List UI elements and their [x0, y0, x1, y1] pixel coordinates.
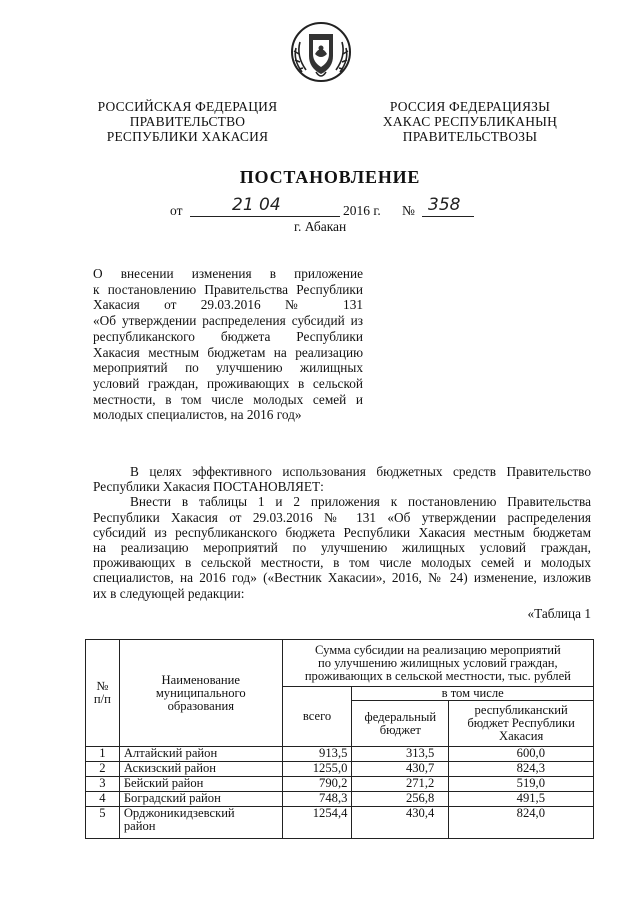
cell-total: 790,2 — [282, 777, 352, 792]
para2-line: на реализацию мероприятий по улучшению жилищных условий граждан, — [93, 540, 591, 556]
number-label: № — [402, 203, 415, 218]
cell-rep: 519,0 — [449, 777, 594, 792]
subject-line: местности, в том числе молодых семей и — [93, 391, 363, 407]
subject-line: молодых специалистов, на 2016 год» — [93, 407, 302, 423]
cell-name: Алтайский район — [119, 747, 282, 762]
cell-total: 748,3 — [282, 792, 352, 807]
city: г. Абакан — [294, 219, 347, 234]
header-right-line: ХАКАС РЕСПУБЛИКАНЫҢ — [382, 114, 558, 129]
subject-line: О внесении изменения в приложение — [93, 266, 363, 281]
header-right-line: РОССИЯ ФЕДЕРАЦИЯЗЫ — [389, 99, 551, 114]
date-number-line — [170, 195, 490, 220]
cell-name: Бейский район — [119, 777, 282, 792]
header-num-text: № п/п — [93, 679, 111, 706]
date-underline — [190, 216, 340, 217]
cell-num: 5 — [86, 807, 120, 839]
body-text — [93, 464, 591, 601]
cell-num: 2 — [86, 762, 120, 777]
cell-name: Аскизский район — [119, 762, 282, 777]
para1-line: В целях эффективного использования бюджетных средств Правительство — [130, 464, 591, 479]
header-total-text: всего — [302, 709, 332, 723]
cell-fed: 271,2 — [352, 777, 449, 792]
cell-fed: 256,8 — [352, 792, 449, 807]
header-left — [80, 99, 295, 144]
table-row — [86, 792, 594, 807]
header-sum-line: Сумма субсидии на реализацию мероприятий — [315, 643, 561, 657]
document-subject — [93, 266, 363, 423]
cell-total: 913,5 — [282, 747, 352, 762]
header-sum-line: проживающих в сельской местности, тыс. рублей — [304, 669, 571, 683]
cell-name: Боградский район — [119, 792, 282, 807]
header-incl: в том числе — [352, 687, 594, 701]
cell-rep: 600,0 — [449, 747, 594, 762]
table-row — [86, 762, 594, 777]
year-label: 2016 г. — [343, 203, 381, 218]
header-right — [355, 99, 585, 144]
document-title: ПОСТАНОВЛЕНИЕ — [239, 167, 421, 187]
subsidy-table — [85, 639, 594, 839]
cell-rep: 824,3 — [449, 762, 594, 777]
para1-line: Республики Хакасия ПОСТАНОВЛЯЕТ: — [93, 479, 324, 495]
cell-num: 1 — [86, 747, 120, 762]
para2-line: специалистов, на 2016 год» («Вестник Хакасии», 2016, № 24) изменение, изложив — [93, 570, 591, 586]
subject-line: условий граждан, проживающих в сельской — [93, 375, 363, 391]
table-row — [86, 777, 594, 792]
table-row — [86, 807, 594, 839]
header-name — [119, 640, 282, 747]
header-name-text: Наименование муниципального образования — [155, 672, 246, 713]
subject-line: Хакасия от 29.03.2016 № 131 — [93, 297, 363, 313]
number-underline — [422, 216, 474, 217]
subject-line: к постановлению Правительства Республики — [93, 281, 363, 297]
cell-fed: 430,7 — [352, 762, 449, 777]
header-rep-text: республиканский бюджет Республики Хакасия — [467, 703, 575, 743]
cell-total: 1255,0 — [282, 762, 352, 777]
cell-fed: 430,4 — [352, 807, 449, 839]
subject-line: республиканского бюджета Республики — [93, 328, 363, 344]
table-caption: «Таблица 1 — [527, 606, 591, 621]
subject-line: мероприятий по улучшению жилищных — [93, 360, 363, 376]
header-right-line: ПРАВИТЕЛЬСТВОЗЫ — [402, 129, 538, 144]
cell-num: 3 — [86, 777, 120, 792]
header-left-line: РЕСПУБЛИКИ ХАКАСИЯ — [106, 129, 269, 144]
para2-line: их в следующей редакции: — [93, 585, 245, 601]
para2-line: субсидий из республиканского бюджета Республики Хакасия местным бюджетам — [93, 524, 591, 540]
subject-line: Хакасия местным бюджетам на реализацию — [93, 344, 363, 360]
date-handwritten: 21 04 — [232, 195, 281, 215]
header-sum-line: по улучшению жилищных условий граждан, — [318, 656, 558, 670]
cell-rep: 824,0 — [449, 807, 594, 839]
number-handwritten: 358 — [428, 195, 461, 215]
header-rep — [449, 701, 594, 747]
table-row — [86, 747, 594, 762]
cell-rep: 491,5 — [449, 792, 594, 807]
header-sum — [282, 640, 593, 687]
header-num — [86, 640, 120, 747]
coat-of-arms-emblem — [290, 20, 352, 84]
header-total — [282, 687, 352, 747]
cell-num: 4 — [86, 792, 120, 807]
para2-line: проживающих в сельской местности, в том числе молодых семей и молодых — [93, 555, 591, 571]
cell-total: 1254,4 — [282, 807, 352, 839]
header-fed — [352, 701, 449, 747]
header-left-line: ПРАВИТЕЛЬСТВО — [129, 114, 246, 129]
para2-line: Республики Хакасия от 29.03.2016 № 131 «Об утверждении распределения — [93, 509, 591, 525]
from-label: от — [170, 203, 183, 218]
cell-fed: 313,5 — [352, 747, 449, 762]
header-left-line: РОССИЙСКАЯ ФЕДЕРАЦИЯ — [97, 99, 278, 114]
cell-name: Орджоникидзевский район — [119, 807, 282, 839]
header-fed-text: федеральный бюджет — [364, 709, 437, 737]
para2-line: Внести в таблицы 1 и 2 приложения к постановлению Правительства — [130, 494, 591, 510]
subject-line: «Об утверждении распределения субсидий из — [93, 313, 363, 329]
